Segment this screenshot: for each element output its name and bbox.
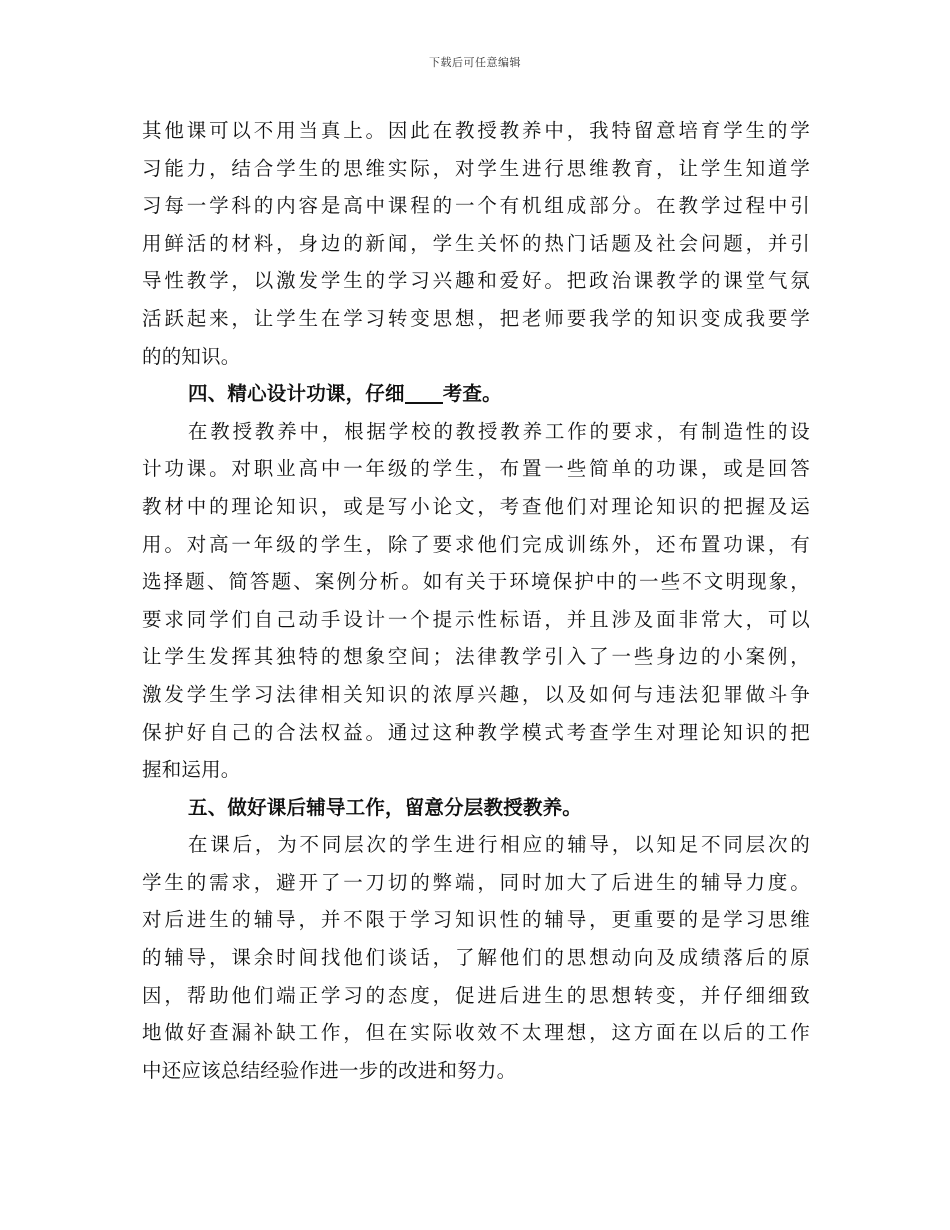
text-line: 因，帮助他们端正学习的态度，促进后进生的思想转变，并仔细细致 (142, 983, 810, 1007)
text-line: 导性教学，以激发学生的学习兴趣和爱好。把政治课教学的课堂气氛 (142, 269, 810, 293)
text-line: 要求同学们自己动手设计一个提示性标语，并且涉及面非常大，可以 (142, 607, 810, 631)
text-line: 中还应该总结经验作进一步的改进和努力。 (142, 1058, 517, 1082)
text-line: 在教授教养中，根据学校的教授教养工作的要求，有制造性的设 (188, 419, 810, 443)
text-line: 其他课可以不用当真上。因此在教授教养中，我特留意培育学生的学 (142, 119, 810, 142)
text-line: 教材中的理论知识，或是写小论文，考查他们对理论知识的把握及运 (142, 494, 810, 518)
section-heading (142, 375, 810, 413)
text-line: 计功课。对职业高中一年级的学生，布置一些简单的功课，或是回答 (142, 457, 810, 481)
heading-text: 四、精心设计功课，仔细 (188, 382, 405, 406)
section-heading: 五、做好课后辅导工作，留意分层教授教养。 (188, 795, 583, 819)
text-line: 用。对高一年级的学生，除了要求他们完成训练外，还布置功课，有 (142, 532, 810, 556)
fill-in-blank (405, 380, 443, 404)
text-line: 习能力，结合学生的思维实际，对学生进行思维教育，让学生知道学 (142, 156, 810, 180)
text-line: 让学生发挥其独特的想象空间；法律教学引入了一些身边的小案例， (142, 645, 810, 669)
paragraph (142, 826, 810, 1089)
text-line: 学生的需求，避开了一刀切的弊端，同时加大了后进生的辅导力度。 (142, 870, 810, 894)
text-line: 握和运用。 (142, 758, 241, 782)
text-line: 的辅导，课余时间找他们谈话，了解他们的思想动向及成绩落后的原 (142, 946, 810, 970)
text-line: 保护好自己的合法权益。通过这种教学模式考查学生对理论知识的把 (142, 720, 810, 744)
text-line: 的的知识。 (142, 344, 241, 368)
page-header: 下载后可任意编辑 (429, 56, 521, 69)
paragraph (142, 413, 810, 789)
text-line: 活跃起来，让学生在学习转变思想，把老师要我学的知识变成我要学 (142, 306, 810, 330)
text-line: 激发学生学习法律相关知识的浓厚兴趣，以及如何与违法犯罪做斗争 (142, 682, 810, 706)
text-line: 选择题、简答题、案例分析。如有关于环境保护中的一些不文明现象， (142, 570, 810, 594)
text-line: 对后进生的辅导，并不限于学习知识性的辅导，更重要的是学习思维 (142, 908, 810, 932)
heading-text: 考查。 (442, 382, 502, 406)
document-body (142, 112, 810, 1089)
text-line: 习每一学科的内容是高中课程的一个有机组成部分。在教学过程中引 (142, 194, 810, 218)
text-line: 用鲜活的材料，身边的新闻，学生关怀的热门话题及社会问题，并引 (142, 231, 810, 255)
text-line: 地做好查漏补缺工作，但在实际收效不太理想，这方面在以后的工作 (142, 1021, 810, 1045)
paragraph (142, 112, 810, 375)
text-line: 在课后，为不同层次的学生进行相应的辅导，以知足不同层次的 (188, 833, 810, 857)
